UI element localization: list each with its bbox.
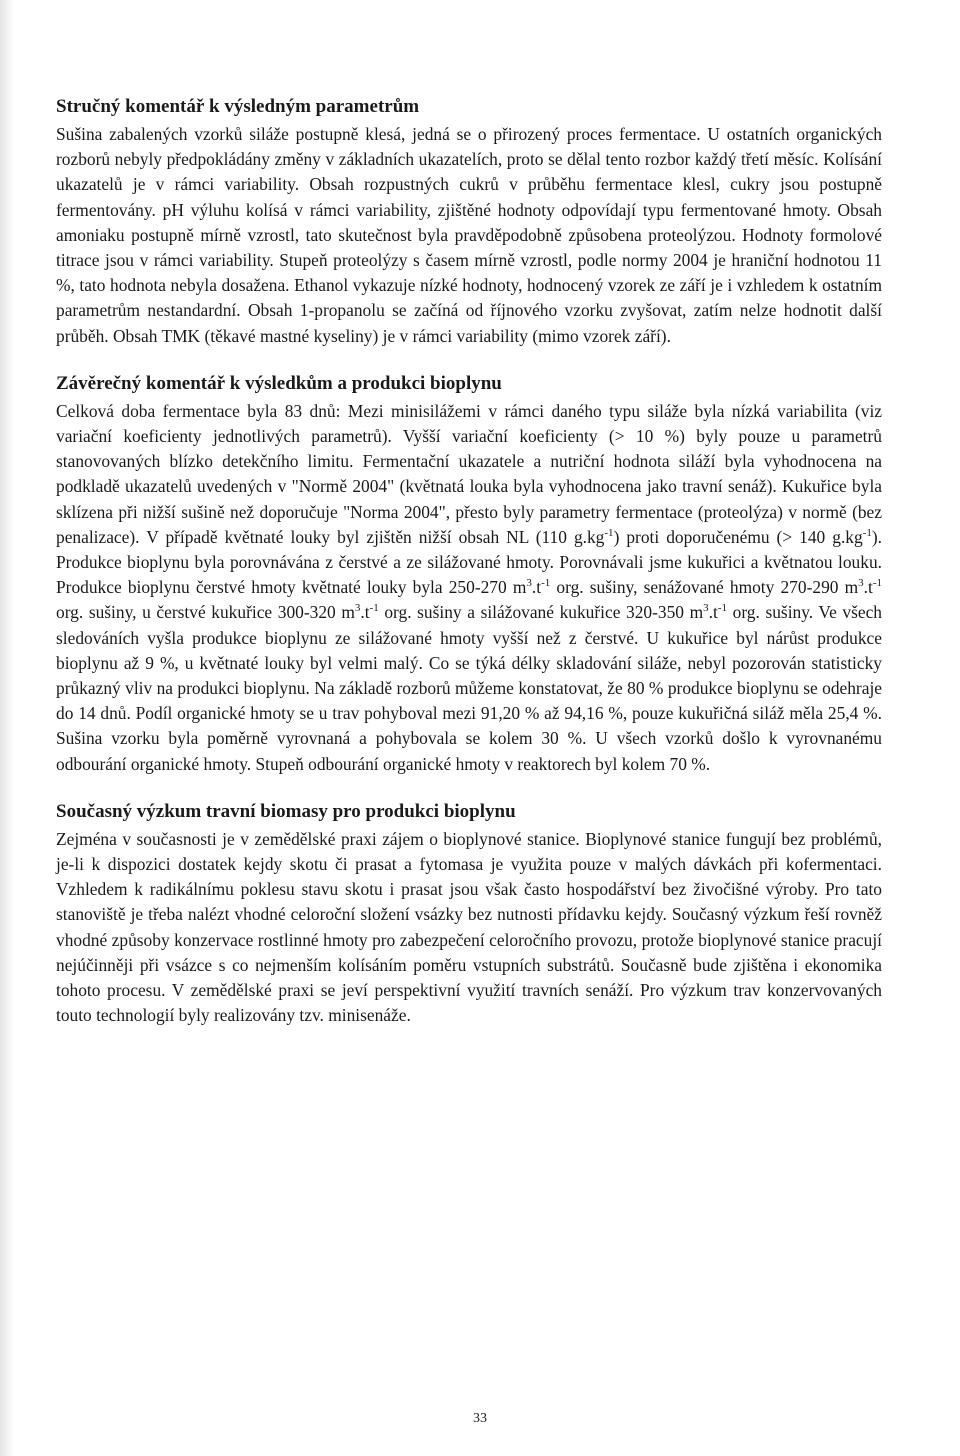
superscript: 3	[703, 602, 709, 615]
section-short-commentary	[56, 94, 882, 349]
section-heading: Současný výzkum travní biomasy pro produkci bioplynu	[56, 800, 516, 822]
page-number: 33	[473, 1411, 487, 1426]
superscript: -1	[862, 527, 872, 540]
superscript: 3	[526, 577, 532, 590]
section-heading: Stručný komentář k výsledným parametrům	[56, 96, 420, 117]
superscript: -1	[717, 602, 728, 615]
section-paragraph: Celková doba fermentace byla 83 dnů: Mezi minisilážemi v rámci daného typu siláže byla nízká variabilita (viz variační koeficienty jednotlivých parametrů). Vyšší variační koeficienty (> 10 %) byly pouze u parametrů stanovovaných blízko detekčního limitu. Fermentační ukazatele a nutriční hodnota siláží byla vyhodnocena na podkladě ukazatelů uvedených v "Normě 2004" (květnatá louka byla vyhodnocena jako travní senáž). Kukuřice byla sklízena při nižší sušině než doporučuje "Norma 2004", přesto byly parametry fermentace (proteolýza) v normě (bez penalizace). V případě květnaté louky byl zjištěn nižší obsah NL (110 $g.kg^{-1}$) proti doporučenému (> 140 $g.kg^{-1}$). Produkce bioplynu byla porovnávána z čerstvé a ze silážované hmoty. Porovnávali jsme kukuřici a květnatou louku. Produkce bioplynu čerstvé hmoty květnaté louky byla 250-270 $m^3.t^{-1}$ org. sušiny, senážované hmoty 270-290 $m^3.t^{-1}$ org. sušiny, u čerstvé kukuřice 300-320 $m^3.t^{-1}$ org. sušiny a silážované kukuřice 320-350 $m^3.t^{-1}$ org. sušiny. Ve všech sledováních vyšla produkce bioplynu ze silážované hmoty vyšší než z čerstvé. U kukuřice byl nárůst produkce bioplynu až 9 %, u květnaté louky byl velmi malý. Co se týká délky skladování siláže, nebyl pozorován statisticky průkazný vliv na produkci bioplynu. Na základě rozborů můžeme konstatovat, že 80 % produkce bioplynu se odehraje do 14 dnů. Podíl organické hmoty se u trav pohyboval mezi 91,20 % až 94,16 %, pouze kukuřičná siláž měla 25,4 %. Sušina vzorku byla poměrně vyrovnaná a pohybovala se kolem 30 %. U všech vzorků došlo k vyrovnanému odbourání organické hmoty. Stupeň odbourání organické hmoty v reaktorech byl kolem 70 %.	[56, 400, 882, 774]
superscript: -1	[369, 602, 379, 615]
section-paragraph: Zejména v současnosti je v zemědělské praxi zájem o bioplynové stanice. Bioplynové stanice fungují bez problémů, je-li k dispozici dostatek kejdy skotu či prasat a fytomasa je využita pouze v malých dávkách při kofermentaci. Vzhledem k radikálnímu poklesu stavu skotu i prasat jsou však často hospodářství bez živočišné výroby. Pro tato stanoviště je třeba nalézt vhodné celoroční složení vsázky bez nutnosti přídavku kejdy. Současný výzkum řeší rovněž vhodné způsoby konzervace rostlinné hmoty pro zabezpečení celoročního provozu, protože bioplynové stanice pracují nejúčinněji při vsázce s co nejmenším kolísáním poměru vstupních substrátů. Současně bude zjištěna i ekonomika tohoto procesu. V zemědělské praxi se jeví perspektivní využití travních senáží. Pro výzkum trav konzervovaných touto technologií byly realizovány tzv. minisenáže.	[56, 828, 882, 1026]
superscript: 3	[858, 577, 864, 590]
section-final-commentary	[56, 371, 882, 777]
superscript: -1	[872, 577, 882, 590]
section-paragraph: Sušina zabalených vzorků siláže postupně klesá, jedná se o přirozený proces fermentace. U ostatních organických rozborů nebyly předpokládány změny v základních ukazatelích, proto se dělal tento rozbor každý třetí měsíc. Kolísání ukazatelů je v rámci variability. Obsah rozpustných cukrů v průběhu fermentace klesl, cukry jsou postupně fermentovány. pH výluhu kolísá v rámci variability, zjištěné hodnoty odpovídají typu fermentované hmoty. Obsah amoniaku postupně mírně vzrostl, tato skutečnost byla pravděpodobně způsobena proteolýzou. Hodnoty formolové titrace jsou v rámci variability. Stupeň proteolýzy s časem mírně vzrostl, podle normy 2004 je hraniční hodnotou 11 %, tato hodnota nebyla dosažena. Ethanol vykazuje nízké hodnoty, hodnocený vzorek ze září je i vzhledem k ostatním parametrům nestandardní. Obsah 1-propanolu se začíná od říjnového vzorku zvyšovat, zatím nelze hodnotit další průběh. Obsah TMK (těkavé mastné kyseliny) je v rámci variability (mimo vzorek září).	[56, 124, 882, 346]
superscript: -1	[541, 577, 551, 590]
section-heading: Závěrečný komentář k výsledkům a produkci bioplynu	[56, 372, 502, 394]
superscript: -1	[604, 527, 614, 540]
section-current-research	[56, 799, 882, 1029]
superscript: 3	[354, 602, 361, 615]
